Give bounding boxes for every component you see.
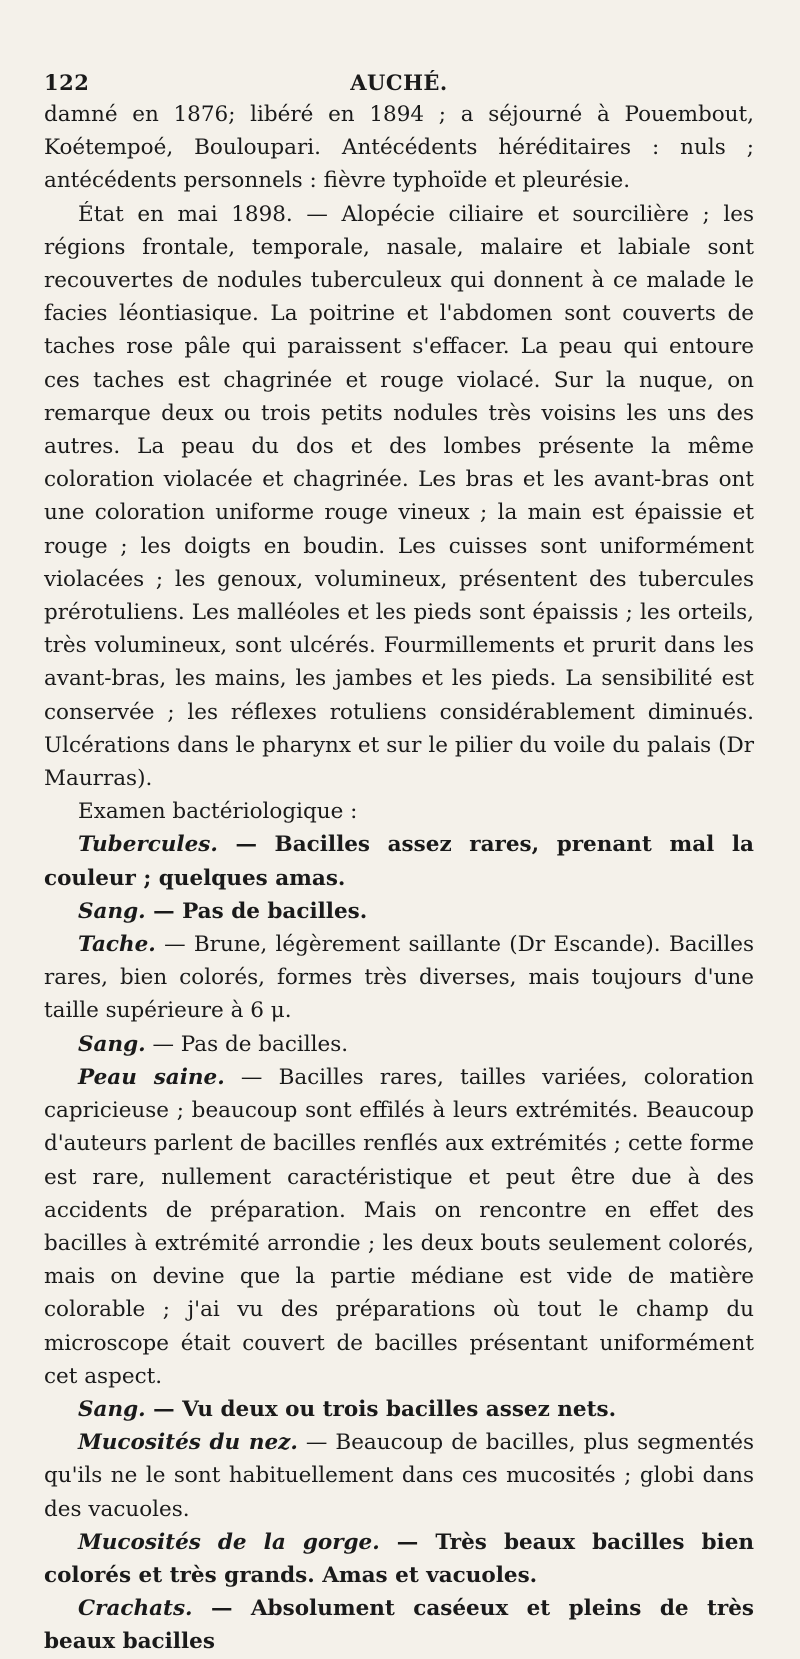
paragraph-mucosites-nez: Mucosités du nez. — Beaucoup de bacilles, plus segmentés qu'ils ne le sont habituellement dans ces mucosités ; globi dans des vacuoles.: [44, 1430, 754, 1522]
paragraph-state: État en mai 1898. — Alopécie ciliaire et sourcilière ; les régions frontale, temporale, nasale, malaire et labiale sont recouvertes de nodules tuberculeux qui donnent à ce malade le facies léontiasique. La poitrine et l'abdomen sont couverts de taches rose pâle qui paraissent s'effacer. La peau qui entoure ces taches est chagrinée et rouge violacé. Sur la nuque, on remarque deux ou trois petits nodules très voisins les uns des autres. La peau du dos et des lombes présente la même coloration violacée et chagrinée. Les bras et les avant-bras ont une coloration uniforme rouge vineux ; la main est épaissie et rouge ; les doigts en boudin. Les cuisses sont uniformément violacées ; les genoux, volumineux, présentent des tubercules prérotuliens. Les malléoles et les pieds sont épaissis ; les orteils, très volumineux, sont ulcérés. Fourmillements et prurit dans les avant-bras, les mains, les jambes et les pieds. La sensibilité est conservée ; les réflexes rotuliens considérablement diminués. Ulcérations dans le pharynx et sur le pilier du voile du palais (Dr Maurras).: [44, 201, 754, 792]
entry-label: Peau saine.: [78, 1064, 225, 1090]
running-title: AUCHÉ.: [350, 70, 448, 95]
paragraph-history: damné en 1876; libéré en 1894 ; a séjourné à Pouembout, Koétempoé, Bouloupari. Antécédents héréditaires : nuls ; antécédents personnels : fièvre typhoïde et pleurésie.: [44, 102, 754, 194]
entry-label: Sang.: [78, 1031, 146, 1057]
entry-label: Crachats.: [78, 1596, 193, 1622]
entry-label: Tubercules.: [78, 832, 218, 858]
book-page: [0, 64, 800, 1655]
entry-label: Sang.: [78, 898, 146, 924]
paragraph-mucosites-gorge: Mucosités de la gorge. — Très beaux bacilles bien colorés et très grands. Amas et vacuoles.: [44, 1529, 755, 1588]
entry-label: Sang.: [78, 1396, 146, 1422]
entry-label: Mucosités de la gorge.: [78, 1529, 380, 1555]
paragraph-exam-heading: Examen bactériologique :: [78, 799, 358, 825]
paragraph-sang-1: Sang. — Pas de bacilles.: [78, 898, 368, 924]
paragraph-tubercules: Tubercules. — Bacilles assez rares, prenant mal la couleur ; quelques amas.: [44, 832, 754, 891]
paragraph-sang-2: Sang. — Pas de bacilles.: [78, 1031, 349, 1057]
paragraph-sang-3: Sang. — Vu deux ou trois bacilles assez nets.: [78, 1396, 617, 1422]
paragraph-peau-saine: Peau saine. — Bacilles rares, tailles variées, coloration capricieuse ; beaucoup sont effilés à leurs extrémités. Beaucoup d'auteurs parlent de bacilles renflés aux extrémités ; cette forme est rare, nullement caractéristique et peut être due à des accidents de préparation. Mais on rencontre en effet des bacilles à extrémité arrondie ; les deux bouts seulement colorés, mais on devine que la partie médiane est vide de matière colorable ; j'ai vu des préparations où tout le champ du microscope était couvert de bacilles présentant uniformément cet aspect.: [44, 1064, 754, 1389]
page-header: [44, 64, 754, 94]
paragraph-crachats: Crachats. — Absolument caséeux et pleins de très beaux bacilles: [44, 1596, 754, 1655]
page-number: 122: [44, 70, 90, 95]
entry-label: Mucosités du nez.: [78, 1430, 298, 1456]
body-text: [44, 98, 754, 1659]
paragraph-tache: Tache. — Brune, légèrement saillante (Dr Escande). Bacilles rares, bien colorés, formes très diverses, mais toujours d'une taille supérieure à 6 μ.: [44, 932, 754, 1024]
entry-label: Tache.: [78, 932, 156, 958]
